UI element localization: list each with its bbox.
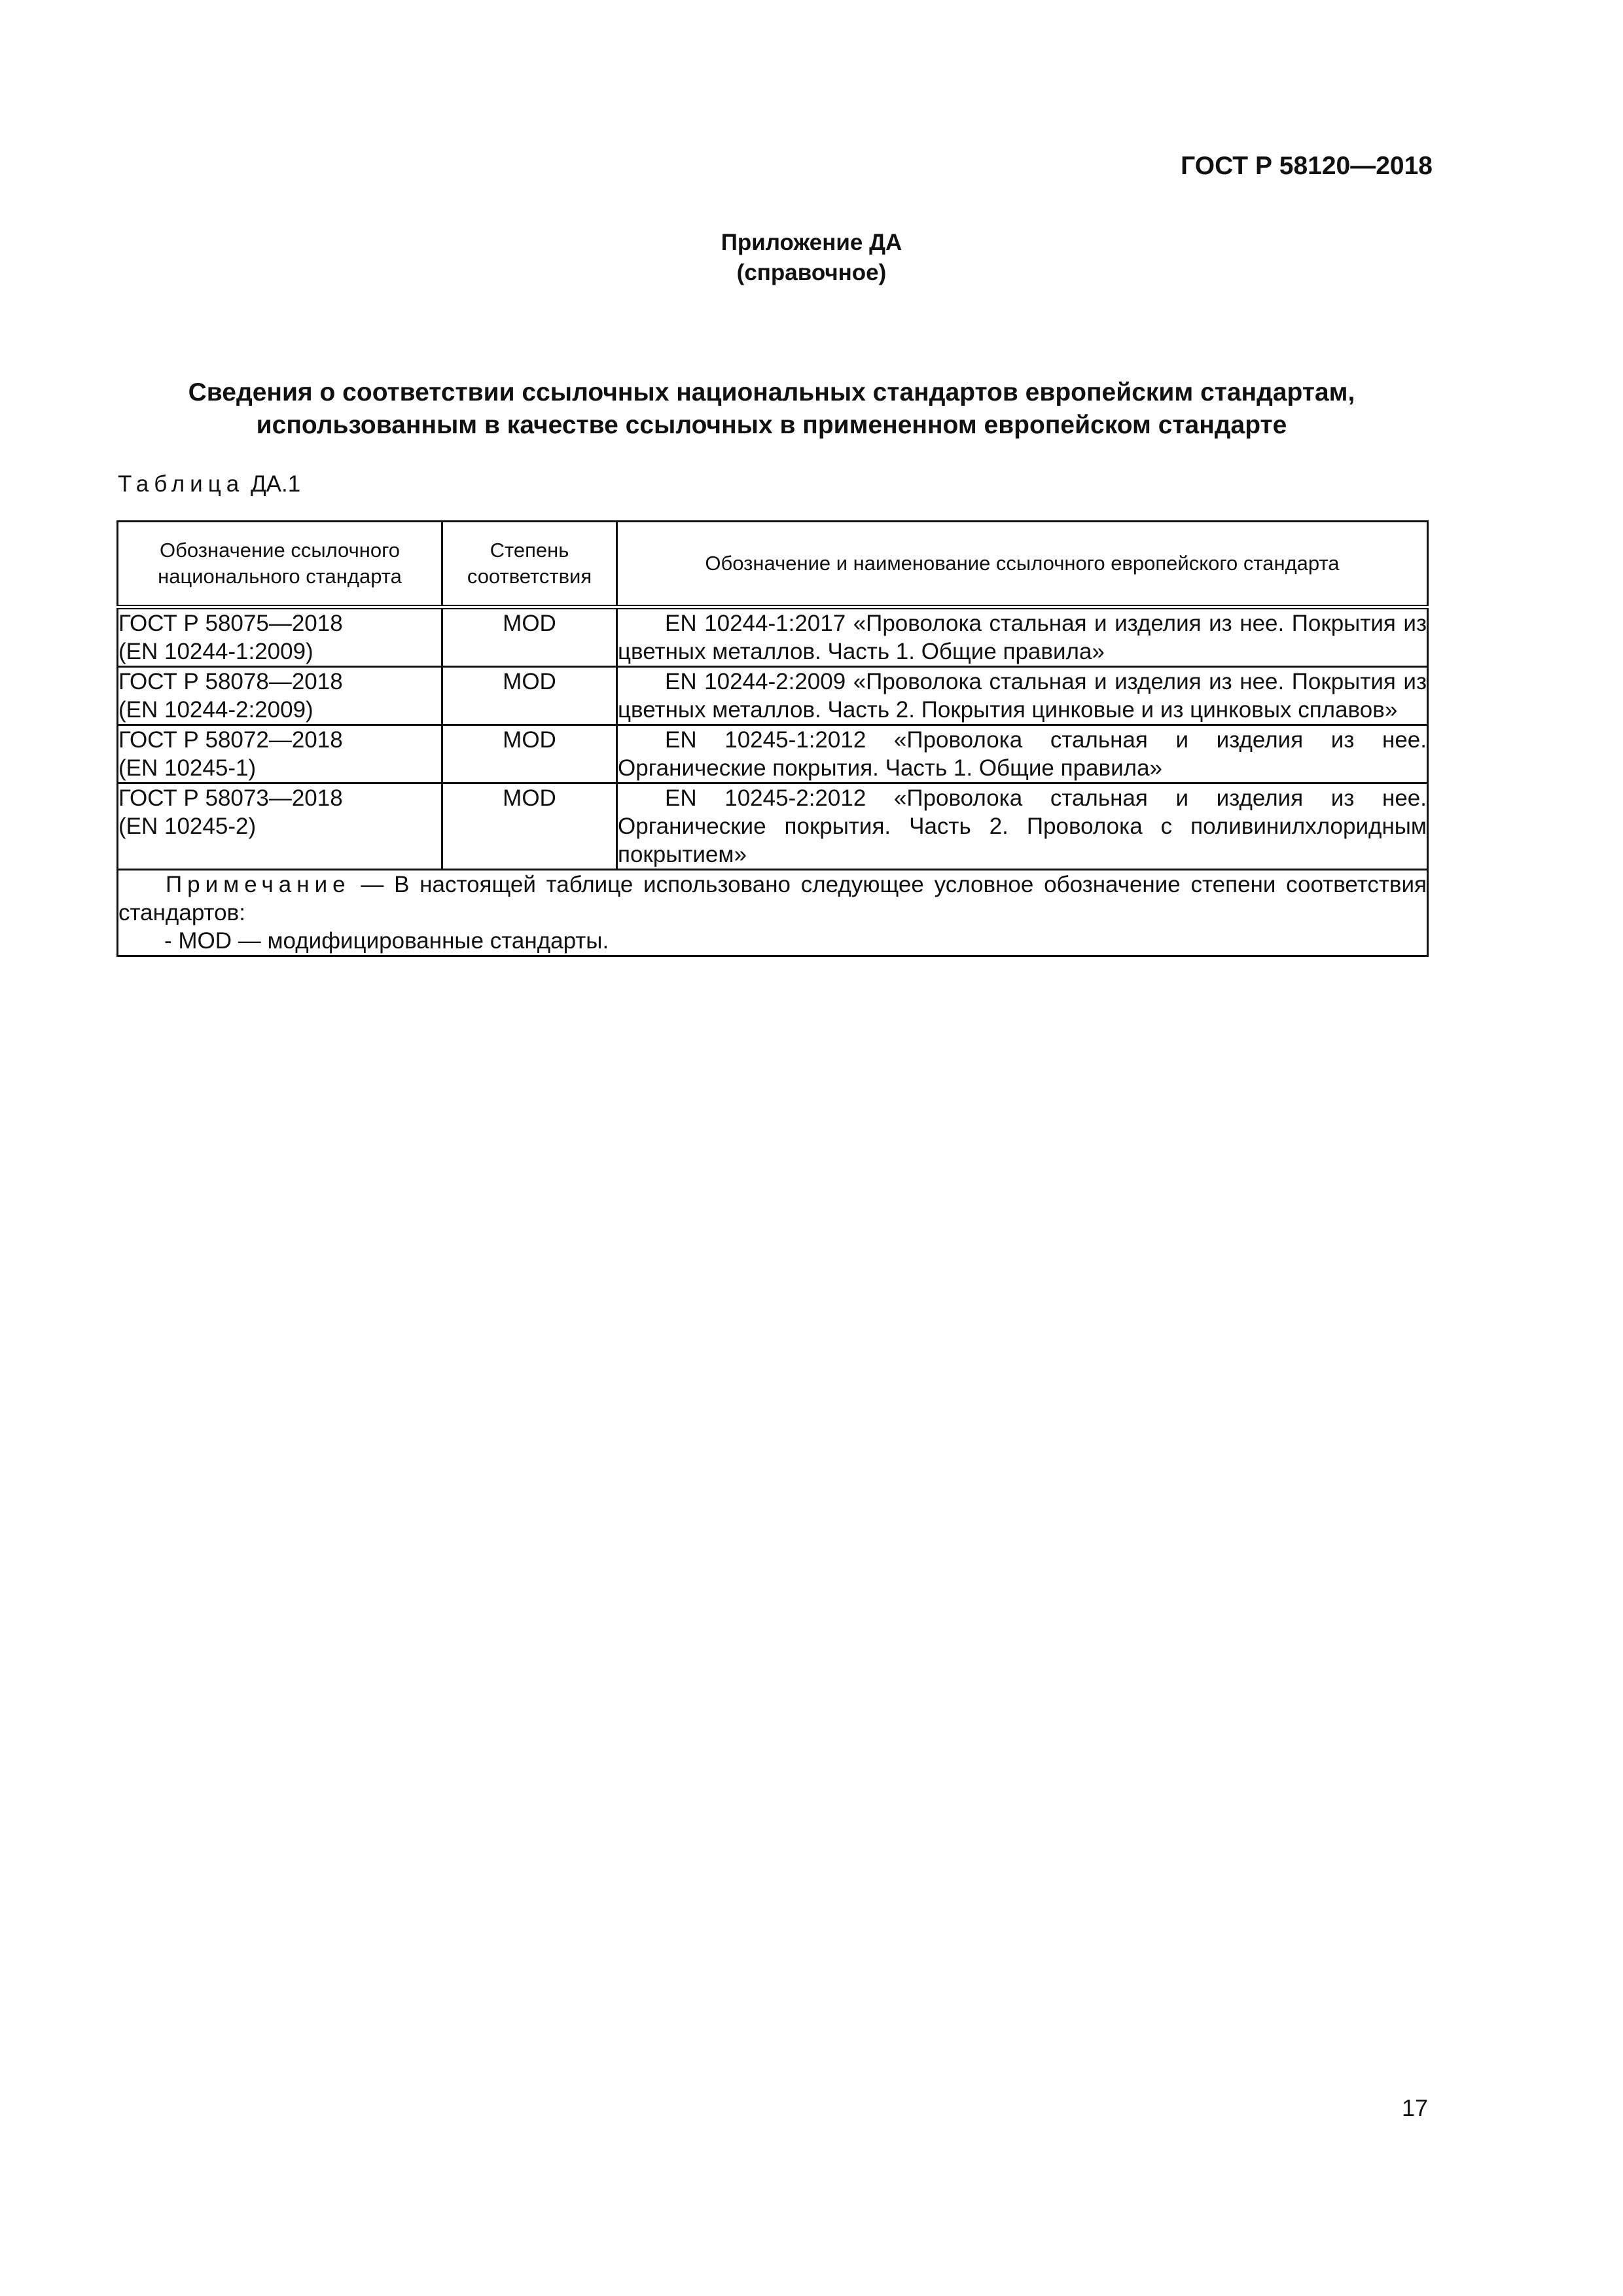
national-standard-code: ГОСТ Р 58075—2018 bbox=[118, 611, 343, 636]
note-paragraph bbox=[118, 870, 1427, 927]
page-number: 17 bbox=[1401, 2094, 1428, 2121]
national-standard-code: ГОСТ Р 58078—2018 bbox=[118, 669, 343, 694]
section-title bbox=[118, 376, 1425, 442]
table-caption-number: ДА.1 bbox=[250, 471, 301, 497]
national-standard-cell bbox=[118, 783, 442, 870]
table-row bbox=[118, 725, 1428, 783]
degree-cell: MOD bbox=[442, 725, 617, 783]
header-national-standard: Обозначение ссылочного национального стандарта bbox=[118, 522, 442, 607]
header-degree: Степень соответствия bbox=[442, 522, 617, 607]
european-standard-cell: EN 10244-2:2009 «Проволока стальная и изделия из нее. Покрытия из цветных металлов. Часть 2. Покрытия цинковые и из цинковых сплавов» bbox=[617, 667, 1428, 725]
table-note bbox=[118, 870, 1428, 956]
table-header-row bbox=[118, 522, 1428, 607]
correspondence-table bbox=[116, 520, 1429, 957]
european-standard-cell: EN 10245-2:2012 «Проволока стальная и изделия из нее. Органические покрытия. Часть 2. Проволока с поливинилхлоридным покрытием» bbox=[617, 783, 1428, 870]
national-standard-cell bbox=[118, 725, 442, 783]
national-standard-code: ГОСТ Р 58073—2018 bbox=[118, 785, 343, 811]
degree-cell: MOD bbox=[442, 607, 617, 667]
note-label: Примечание bbox=[166, 872, 351, 897]
table-caption-word: Таблица bbox=[118, 471, 245, 497]
document-code: ГОСТ Р 58120—2018 bbox=[1181, 152, 1433, 180]
section-title-line-2: использованным в качестве ссылочных в примененном европейском стандарте bbox=[256, 411, 1287, 439]
table-row bbox=[118, 783, 1428, 870]
note-item: - MOD — модифицированные стандарты. bbox=[164, 928, 609, 954]
table-note-row bbox=[118, 870, 1428, 956]
european-standard-cell: EN 10245-1:2012 «Проволока стальная и изделия из нее. Органические покрытия. Часть 1. Общие правила» bbox=[617, 725, 1428, 783]
annex-title: Приложение ДА bbox=[721, 230, 902, 255]
table-row bbox=[118, 607, 1428, 667]
section-title-line-1: Сведения о соответствии ссылочных национальных стандартов европейским стандартам, bbox=[188, 378, 1355, 406]
national-standard-code: ГОСТ Р 58072—2018 bbox=[118, 727, 343, 753]
national-standard-cell bbox=[118, 667, 442, 725]
note-text: — В настоящей таблице использовано следующее условное обозначение степени соответствия стандартов: bbox=[118, 872, 1427, 925]
header-european-standard: Обозначение и наименование ссылочного европейского стандарта bbox=[617, 522, 1428, 607]
national-standard-ref: (EN 10244-1:2009) bbox=[118, 639, 313, 664]
european-standard-cell: EN 10244-1:2017 «Проволока стальная и изделия из нее. Покрытия из цветных металлов. Часть 1. Общие правила» bbox=[617, 607, 1428, 667]
table-caption bbox=[118, 471, 300, 497]
national-standard-ref: (EN 10245-2) bbox=[118, 814, 257, 839]
national-standard-ref: (EN 10244-2:2009) bbox=[118, 697, 313, 723]
degree-cell: MOD bbox=[442, 667, 617, 725]
degree-cell: MOD bbox=[442, 783, 617, 870]
national-standard-ref: (EN 10245-1) bbox=[118, 755, 257, 781]
national-standard-cell bbox=[118, 607, 442, 667]
table-row bbox=[118, 667, 1428, 725]
annex-heading bbox=[0, 228, 1623, 288]
annex-subtitle: (справочное) bbox=[736, 260, 887, 285]
